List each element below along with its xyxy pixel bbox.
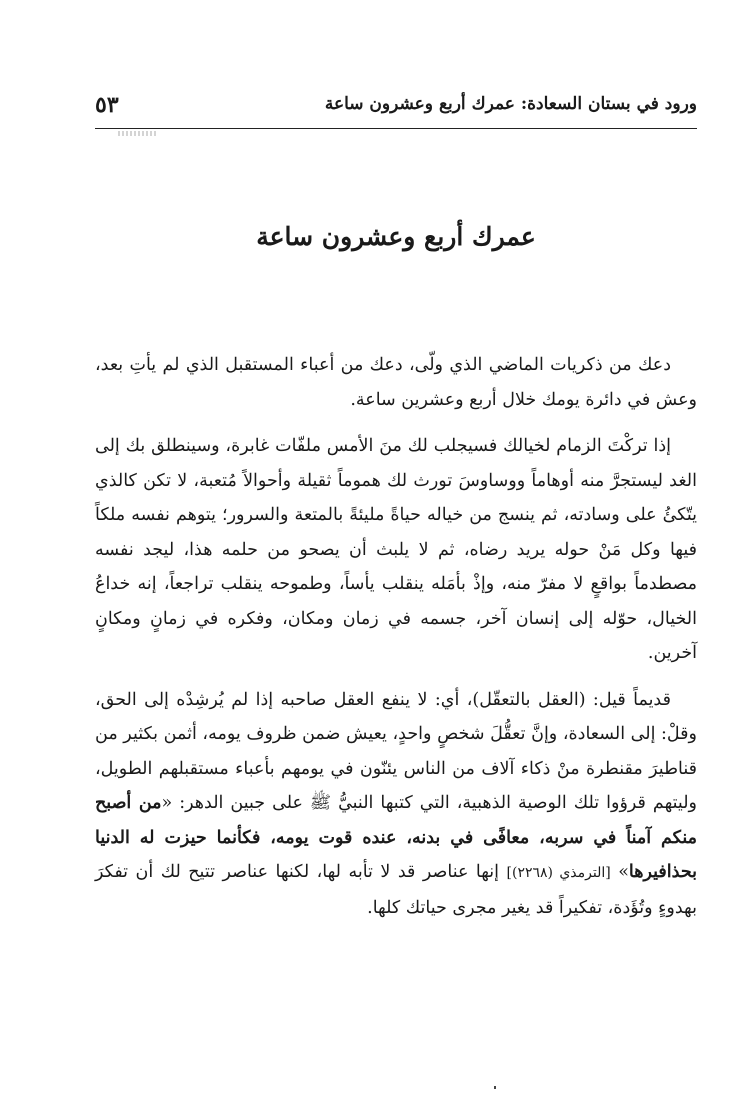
scan-smudge (118, 131, 156, 136)
page-number: ٥٣ (95, 92, 119, 118)
print-mark (494, 1086, 496, 1089)
running-header (95, 88, 697, 126)
paragraph-1: دعك من ذكريات الماضي الذي ولّى، دعك من أعباء المستقبل الذي لم يأتِ بعد، وعش في دائرة يومك خلال أربع وعشرين ساعة. (95, 355, 697, 410)
body-text (95, 348, 697, 937)
paragraph-2: إذا تركْتَ الزمام لخيالك فسيجلب لك منَ الأمس ملفّات غابرة، وسينطلق بك إلى الغد ليستجرَّ منه أوهاماً ووساوسَ تورث لك هموماً ثقيلة وأحوالاً مُتعبة، لا تكن كالذي يتّكئُ على وسادته، ثم ينسج من خياله حياةً مليئةً بالمتعة والسرور؛ يتوهم نفسه ملكاً فيها وكل مَنْ حوله يريد رضاه، ثم لا يلبث أن يصحو من حلمه هذا، ليجد نفسه مصطدماً بواقعٍ لا مفرّ منه، وإذْ بأمَله ينقلب يأساً، وطموحه ينقلب تراجعاً، إنه خداعُ الخيال، حوّله إلى إنسان آخر، جسمه في زمان ومكان، وفكره في زمانٍ ومكانٍ آخرين. (95, 436, 697, 663)
running-title: ورود في بستان السعادة: عمرك أربع وعشرون ساعة (324, 94, 697, 114)
closing-quote-mark: » (610, 862, 629, 882)
hadith-reference: [الترمذي (٢٢٦٨)] (506, 865, 611, 881)
chapter-title: عمرك أربع وعشرون ساعة (256, 222, 536, 251)
paragraph-3-intro: قديماً قيل: (العقل بالتعقّل)، أي: لا ينفع العقل صاحبه إذا لم يُرشِدْه إلى الحق، وقلْ: إلى السعادة، وإنَّ تعقُّلَ شخصٍ واحدٍ، يعيش ضمن ظروف يومه، أثمن بكثير من قناطيرَ مقنطرة منْ ذكاء آلاف من الناس يئنّون في يومهم بأعباء مستقبلهم الطويل، وليتهم قرؤوا تلك الوصية الذهبية، التي كتبها النبيُّ ﷺ على جبين الدهر: « (95, 689, 697, 813)
header-divider (95, 128, 697, 129)
paragraph-3-conclusion: إنها عناصر قد لا تأبه لها، لكنها عناصر تتيح لك أن تفكرَ بهدوءٍ وتُؤَدة، تفكيراً قد يغير مجرى حياتك كلها. (95, 862, 697, 918)
paragraph-3 (95, 683, 697, 926)
hadith-quote: من أصبح منكم آمناً في سربه، معافًى في بدنه، عنده قوت يومه، فكأنما حيزت له الدنيا بحذافيرها (95, 793, 697, 882)
